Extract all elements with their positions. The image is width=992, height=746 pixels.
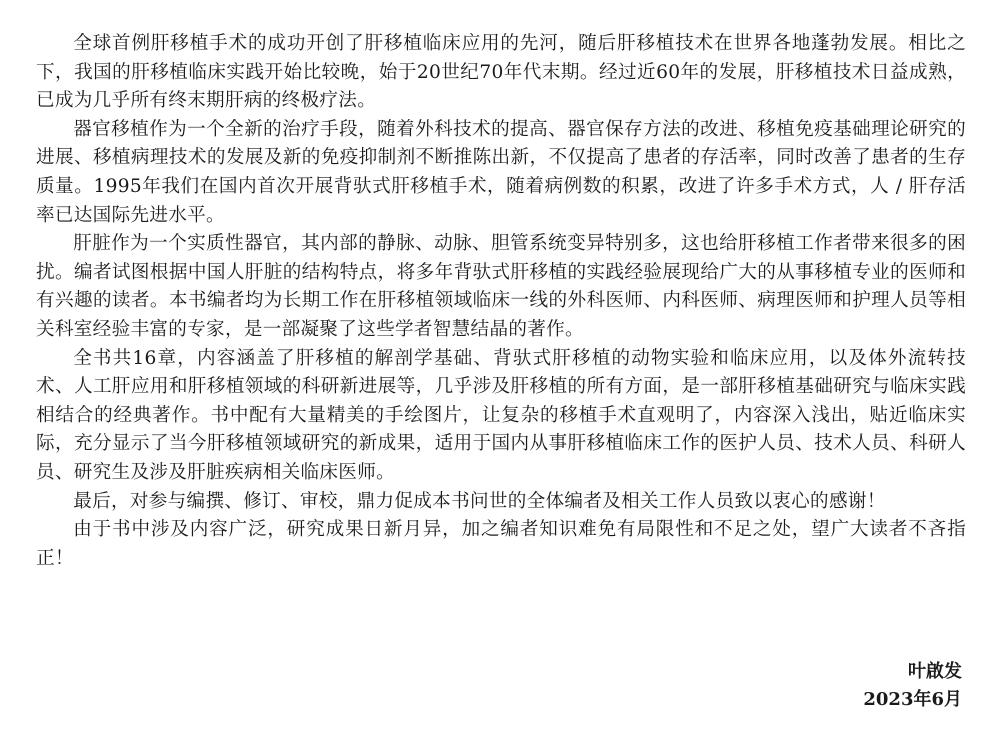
paragraph-1: 全球首例肝移植手术的成功开创了肝移植临床应用的先河，随后肝移植技术在世界各地蓬勃发展。相比之下，我国的肝移植临床实践开始比较晚，始于20世纪70年代末期。经过近60年的发展，肝移植技术日益成熟，已成为几乎所有终末期肝病的终极疗法。 (36, 33, 966, 112)
signature-date: 2023年6月 (863, 689, 962, 710)
paragraph-5: 最后，对参与编撰、修订、审校，鼎力促成本书问世的全体编者及相关工作人员致以衷心的感谢！ (73, 490, 886, 512)
paragraph-4: 全书共16章，内容涵盖了肝移植的解剖学基础、背驮式肝移植的动物实验和临床应用，以及体外流转技术、人工肝应用和肝移植领域的科研新进展等，几乎涉及肝移植的所有方面，是一部肝移植基础研究与临床实践相结合的经典著作。书中配有大量精美的手绘图片，让复杂的移植手术直观明了，内容深入浅出，贴近临床实际，充分显示了当今肝移植领域研究的新成果，适用于国内从事肝移植临床工作的医护人员、技术人员、科研人员、研究生及涉及肝脏疾病相关临床医师。 (36, 347, 966, 483)
author-name: 叶啟发 (908, 661, 962, 682)
paragraph-6: 由于书中涉及内容广泛，研究成果日新月异，加之编者知识难免有局限性和不足之处，望广大读者不吝指正！ (36, 519, 966, 569)
preface-body (36, 30, 966, 573)
signature-block (863, 658, 962, 714)
paragraph-2: 器官移植作为一个全新的治疗手段，随着外科技术的提高、器官保存方法的改进、移植免疫基础理论研究的进展、移植病理技术的发展及新的免疫抑制剂不断推陈出新，不仅提高了患者的存活率，同时改善了患者的生存质量。1995年我们在国内首次开展背驮式肝移植手术，随着病例数的积累，改进了许多手术方式，人 / 肝存活率已达国际先进水平。 (36, 118, 966, 226)
paragraph-3: 肝脏作为一个实质性器官，其内部的静脉、动脉、胆管系统变异特别多，这也给肝移植工作者带来很多的困扰。编者试图根据中国人肝脏的结构特点，将多年背驮式肝移植的实践经验展现给广大的从事移植专业的医师和有兴趣的读者。本书编者均为长期工作在肝移植领域临床一线的外科医师、内科医师、病理医师和护理人员等相关科室经验丰富的专家，是一部凝聚了这些学者智慧结晶的著作。 (36, 233, 966, 340)
